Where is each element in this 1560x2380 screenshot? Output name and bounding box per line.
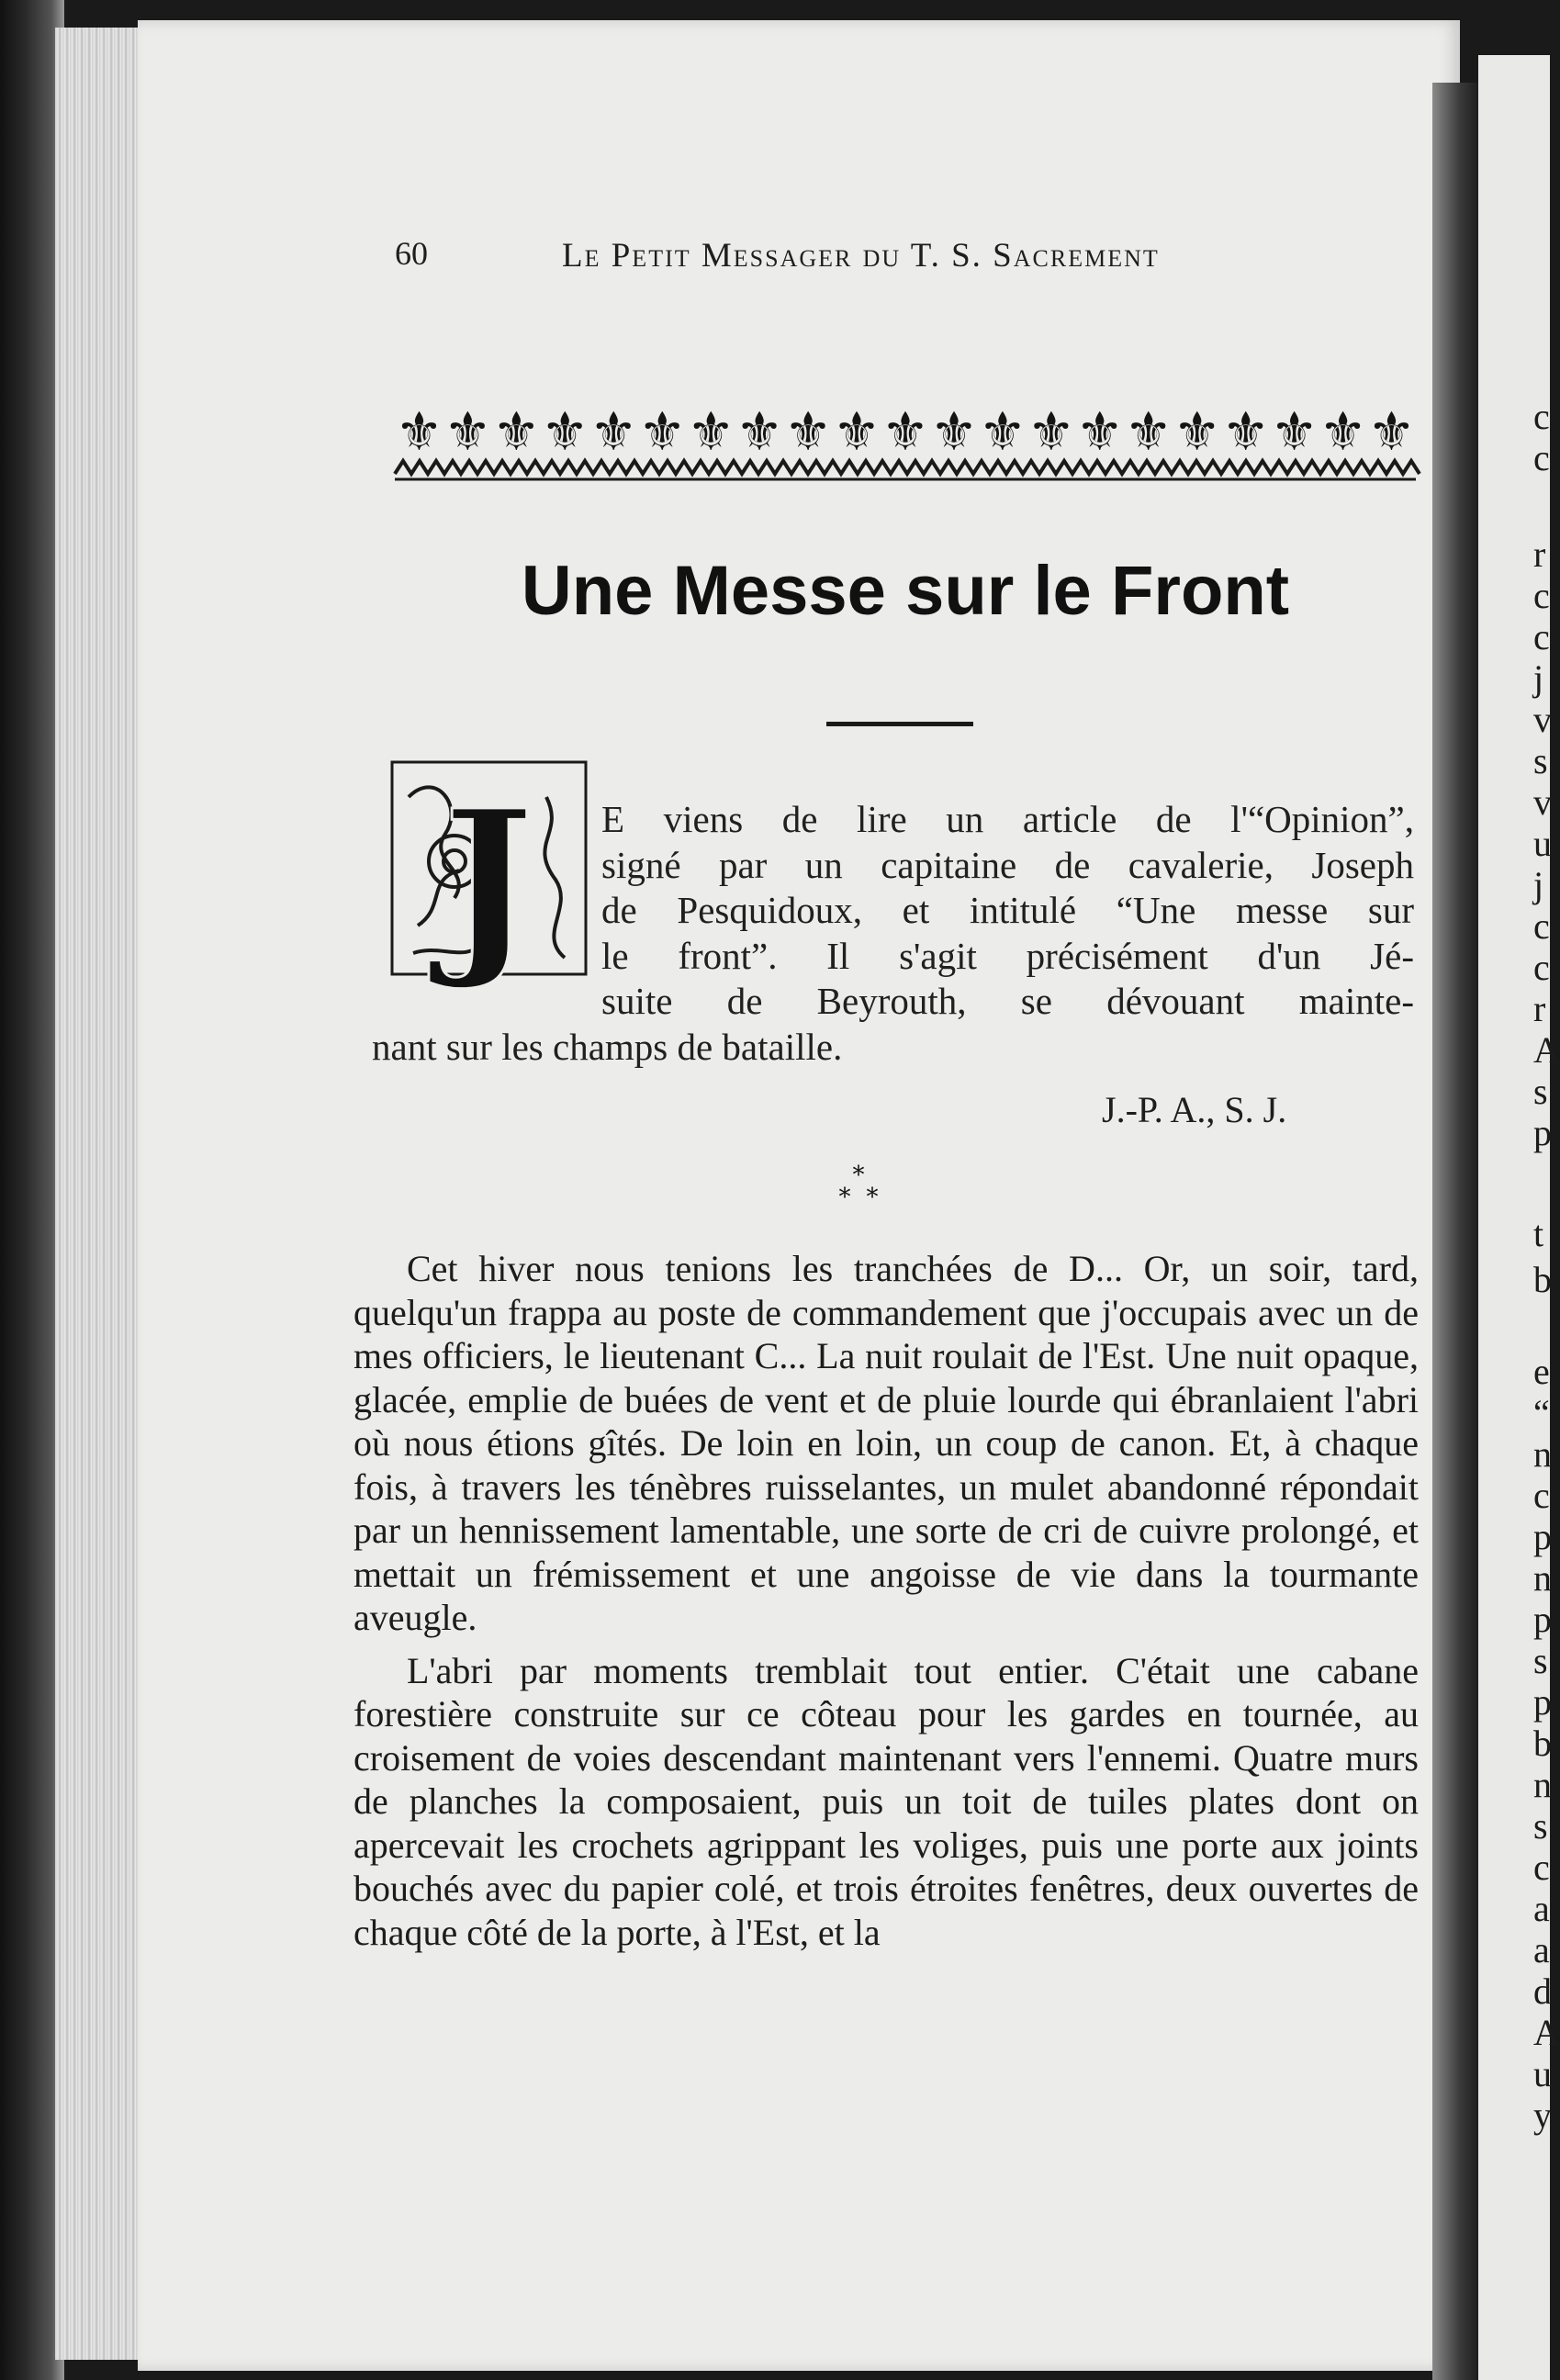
facing-page-fragment: c [1533, 396, 1550, 437]
facing-page-fragment: b [1533, 1723, 1552, 1764]
facing-page-fragment: n [1533, 1557, 1552, 1599]
facing-page-fragment: c [1533, 947, 1550, 988]
facing-page-fragment: p [1533, 1516, 1552, 1557]
title-rule [826, 722, 973, 726]
facing-page-fragment: c [1533, 437, 1550, 478]
fleur-de-lis-icon: ⚜ [443, 400, 492, 463]
facing-page-fragment: p [1533, 1599, 1552, 1640]
running-head [395, 234, 1414, 289]
asterism [831, 1162, 886, 1211]
facing-page-fragment: c [1533, 575, 1550, 616]
facing-page-fragment: p [1533, 1681, 1552, 1723]
intro-line: E viens de lire un article de l'“Opinion”, [601, 798, 1414, 840]
fleur-de-lis-icon: ⚜ [638, 400, 687, 463]
fleur-de-lis-icon: ⚜ [687, 400, 735, 463]
svg-text:*: * [838, 1184, 851, 1211]
fleur-de-lis-border-ornament [395, 386, 1416, 487]
book-page [138, 20, 1460, 2371]
fleur-de-lis-icon: ⚜ [1367, 400, 1416, 463]
facing-page-fragment: “ [1533, 1392, 1550, 1433]
facing-page-fragment: u [1533, 823, 1552, 864]
fleur-de-lis-icon: ⚜ [541, 400, 589, 463]
intro-line: de Pesquidoux, et intitulé “Une messe sur [601, 889, 1414, 931]
fleur-de-lis-icon: ⚜ [492, 400, 541, 463]
facing-page-fragment: s [1533, 740, 1548, 781]
running-title: Le Petit Messager du T. S. Sacrement [562, 237, 1160, 275]
facing-page-fragment: u [1533, 2053, 1552, 2094]
facing-page-edge [1478, 55, 1560, 2380]
facing-page-fragment: c [1533, 905, 1550, 947]
facing-page-fragment: j [1533, 657, 1544, 699]
facing-page-fragment: v [1533, 781, 1552, 823]
facing-page-fragment: r [1533, 533, 1546, 575]
drop-cap-letter: J [443, 768, 534, 994]
facing-page-fragment: d [1533, 1970, 1552, 2012]
fleur-de-lis-icon: ⚜ [1221, 400, 1270, 463]
facing-page-fragment: t [1533, 1213, 1544, 1254]
facing-page-fragment: A [1533, 1029, 1560, 1071]
facing-page-fragment: s [1533, 1640, 1548, 1681]
facing-page-fragment: b [1533, 1259, 1552, 1300]
facing-page-fragment: n [1533, 1764, 1552, 1805]
book-gutter [1432, 83, 1478, 2380]
fleur-de-lis-icon: ⚜ [1173, 400, 1221, 463]
fleur-de-lis-icon: ⚜ [1124, 400, 1173, 463]
intro-line: signé par un capitaine de cavalerie, Joseph [601, 843, 1414, 886]
facing-page-fragment: j [1533, 864, 1544, 905]
facing-page-fragment: a [1533, 1888, 1550, 1929]
svg-text:*: * [866, 1184, 879, 1211]
facing-page-fragment: c [1533, 1847, 1550, 1888]
facing-page-fragment: s [1533, 1071, 1548, 1112]
author-signature: J.-P. A., S. J. [1102, 1089, 1287, 1130]
intro-line: nant sur les champs de bataille. [372, 1025, 843, 1068]
intro-paragraph [372, 797, 1414, 1070]
fleur-de-lis-icon: ⚜ [395, 400, 443, 463]
facing-page-fragment: c [1533, 616, 1550, 657]
facing-page-fragment: y [1533, 2094, 1552, 2136]
svg-text:*: * [852, 1162, 865, 1189]
fleur-de-lis-icon: ⚜ [833, 400, 881, 463]
body-paragraph: Cet hiver nous tenions les tranchées de D... Or, un soir, tard, quelqu'un frappa au poste de commandement que j'occupais avec un de mes officiers, le lieutenant C... La nuit roulait de l'Est. Une nuit opaque, glacée, emplie de buées de vent et de pluie lourde qui ébranlaient l'abri où nous étions gîtés. De loin en loin, un coup de canon. Et, à chaque fois, à travers les ténèbres ruisselantes, un mulet abandonné répondait par un hennissement lamentable, une sorte de cri de cuivre prolongé, et mettait un frémissement et une angoisse de vie dans la tourmante aveugle. [354, 1248, 1419, 1638]
fleur-de-lis-icon: ⚜ [930, 400, 978, 463]
fleur-de-lis-icon: ⚜ [1027, 400, 1075, 463]
fleur-de-lis-icon: ⚜ [1319, 400, 1367, 463]
fleur-de-lis-icon: ⚜ [589, 400, 638, 463]
fleur-de-lis-icon: ⚜ [1075, 400, 1124, 463]
facing-page-fragment: A [1533, 2012, 1560, 2053]
body-paragraph: L'abri par moments tremblait tout entier. C'était une cabane forestière construite sur ce côteau pour les gardes en tournée, au croisement de voies descendant maintenant vers l'ennemi. Quatre murs de planches la composaient, puis un toit de tuiles plates dont on apercevait les crochets agrippant les voliges, puis une porte aux joints bouchés avec du papier colé, et trois étroites fenêtres, deux ouvertes de chaque côté de la porte, à l'Est, et la [354, 1649, 1419, 1953]
fleur-de-lis-icon: ⚜ [881, 400, 929, 463]
facing-page-fragment: e [1533, 1351, 1550, 1392]
intro-line: suite de Beyrouth, se dévouant mainte- [601, 980, 1414, 1022]
facing-page-fragment: s [1533, 1805, 1548, 1847]
article-title: Une Messe sur le Front [521, 552, 1290, 630]
fleur-de-lis-icon: ⚜ [978, 400, 1027, 463]
intro-line: le front”. Il s'agit précisément d'un Jé- [601, 934, 1414, 977]
facing-page-fragment: v [1533, 699, 1552, 740]
facing-page-fragment: a [1533, 1929, 1550, 1970]
facing-page-fragment: r [1533, 988, 1546, 1029]
facing-page-fragment: c [1533, 1475, 1550, 1516]
facing-page-fragment: p [1533, 1112, 1552, 1153]
fleur-de-lis-icon: ⚜ [784, 400, 833, 463]
article-body [354, 1247, 1419, 1954]
facing-page-fragment: n [1533, 1433, 1552, 1475]
page-number: 60 [395, 235, 428, 272]
fleur-de-lis-icon: ⚜ [1270, 400, 1319, 463]
fleur-de-lis-icon: ⚜ [735, 400, 784, 463]
